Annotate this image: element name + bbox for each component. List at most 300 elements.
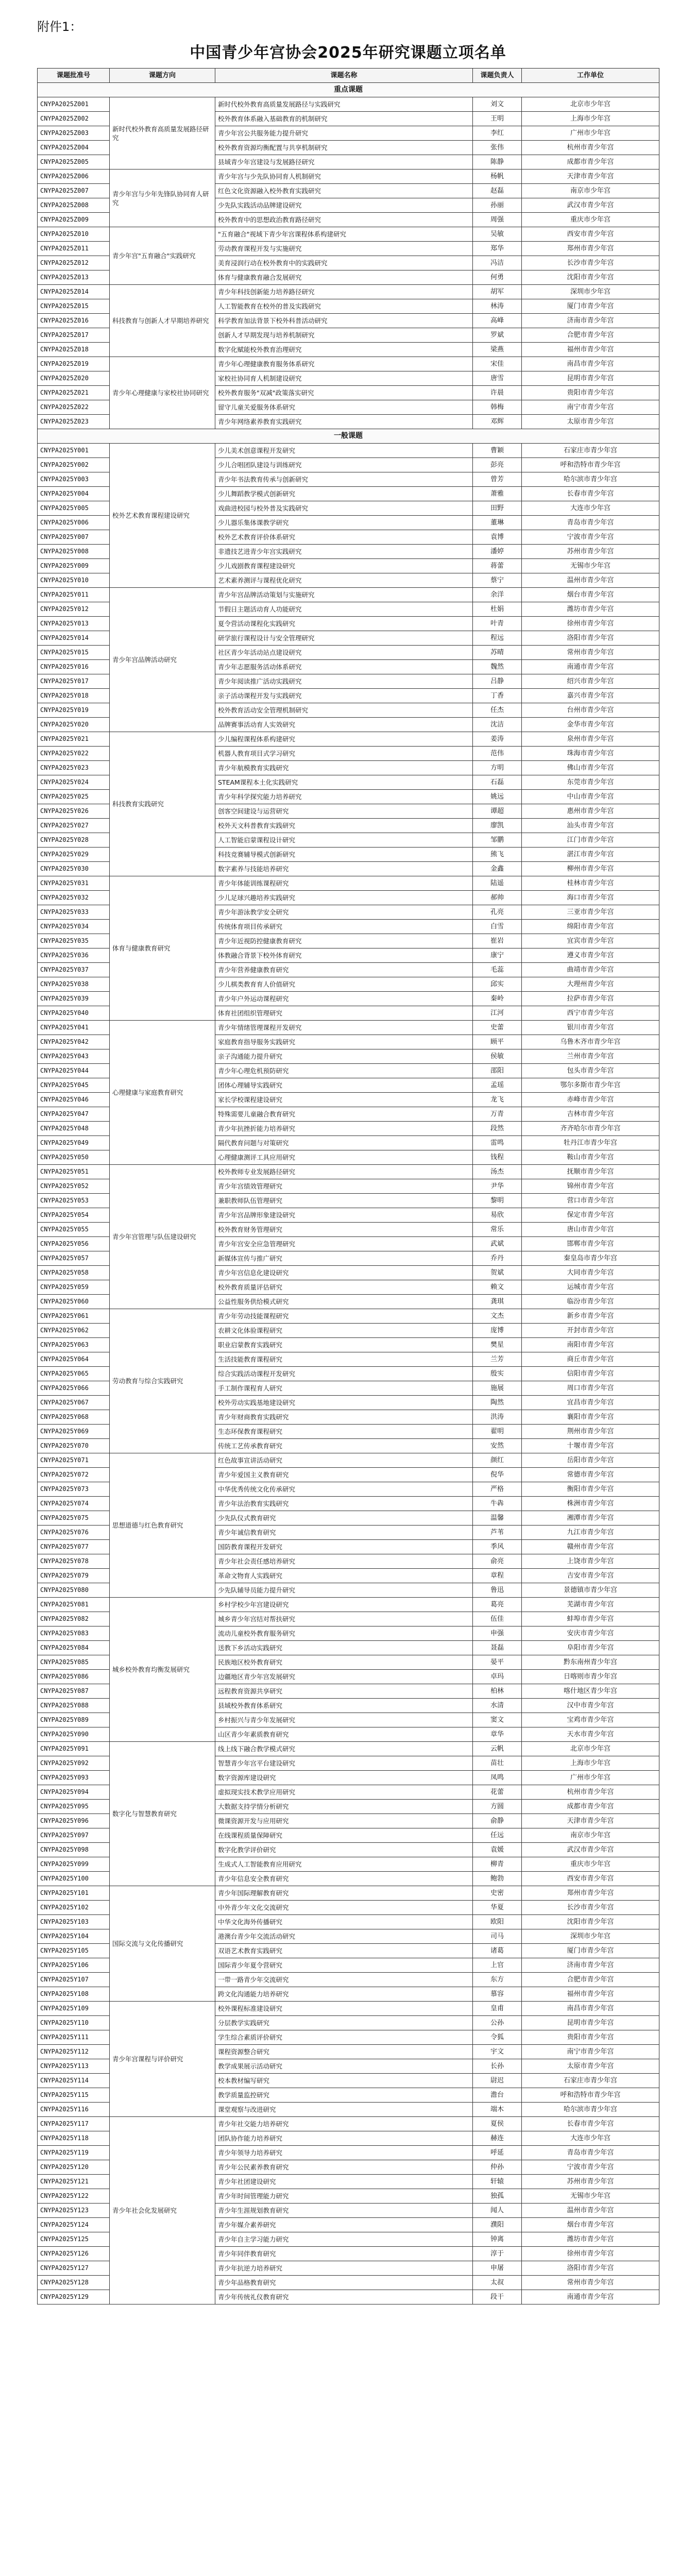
project-name: 流动儿童校外教育服务研究	[215, 1626, 473, 1641]
project-unit: 新乡市青少年宫	[522, 1309, 659, 1324]
project-id: CNYPA2025Y045	[38, 1078, 110, 1093]
project-id: CNYPA2025Y124	[38, 2218, 110, 2232]
project-id: CNYPA2025Y012	[38, 602, 110, 617]
project-unit: 齐齐哈尔市青少年宫	[522, 1122, 659, 1136]
project-unit: 石家庄市青少年宫	[522, 2074, 659, 2088]
project-leader: 邓辉	[473, 415, 522, 429]
project-leader: 龙飞	[473, 1093, 522, 1107]
project-name: 人工智能教育在校外的普及实践研究	[215, 299, 473, 314]
project-name: 青少年抗逆力培养研究	[215, 2261, 473, 2276]
project-id: CNYPA2025Y107	[38, 1973, 110, 1987]
project-leader: 谭超	[473, 804, 522, 819]
project-leader: 季风	[473, 1540, 522, 1554]
project-name: 民族地区校外教育研究	[215, 1655, 473, 1670]
project-id: CNYPA2025Y113	[38, 2059, 110, 2074]
project-direction: 新时代校外教育高质量发展路径研究	[110, 97, 215, 170]
project-leader: 尉迟	[473, 2074, 522, 2088]
project-name: 节假日主题活动育人功能研究	[215, 602, 473, 617]
project-leader: 邹鹏	[473, 833, 522, 848]
project-unit: 温州市青少年宫	[522, 573, 659, 588]
project-id: CNYPA2025Y049	[38, 1136, 110, 1150]
project-leader: 令狐	[473, 2030, 522, 2045]
project-direction: 国际交流与文化传播研究	[110, 1886, 215, 2002]
project-id: CNYPA2025Z005	[38, 155, 110, 170]
project-id: CNYPA2025Y053	[38, 1194, 110, 1208]
project-unit: 重庆市少年宫	[522, 213, 659, 227]
project-name: 跨文化沟通能力培养研究	[215, 1987, 473, 2002]
project-direction: 青少年宫品牌活动研究	[110, 588, 215, 732]
project-leader: 王明	[473, 112, 522, 126]
project-name: 青少年科学探究能力培养研究	[215, 790, 473, 804]
project-unit: 济南市青少年宫	[522, 314, 659, 328]
project-name: 校外教育财务管理研究	[215, 1223, 473, 1237]
project-leader: 翟明	[473, 1425, 522, 1439]
project-leader: 康宁	[473, 948, 522, 963]
project-unit: 惠州市青少年宫	[522, 804, 659, 819]
project-leader: 云帆	[473, 1742, 522, 1756]
project-leader: 倪华	[473, 1468, 522, 1482]
project-id: CNYPA2025Y115	[38, 2088, 110, 2103]
project-id: CNYPA2025Y035	[38, 934, 110, 948]
project-unit: 岳阳市青少年宫	[522, 1453, 659, 1468]
project-id: CNYPA2025Y112	[38, 2045, 110, 2059]
project-name: 青少年财商教育实践研究	[215, 1410, 473, 1425]
project-leader: 毛蕊	[473, 963, 522, 977]
project-unit: 阜阳市青少年宫	[522, 1641, 659, 1655]
table-row	[38, 357, 659, 371]
project-leader: 施展	[473, 1381, 522, 1396]
project-unit: 洛阳市青少年宫	[522, 631, 659, 646]
project-unit: 沈阳市青少年宫	[522, 1915, 659, 1929]
project-id: CNYPA2025Y120	[38, 2160, 110, 2175]
project-unit: 大连市少年宫	[522, 2131, 659, 2146]
project-leader: 顾平	[473, 1035, 522, 1049]
project-leader: 杜娟	[473, 602, 522, 617]
project-name: 课程资源整合研究	[215, 2045, 473, 2059]
project-name: 山区青少年素质教育研究	[215, 1727, 473, 1742]
project-leader: 俞亮	[473, 1554, 522, 1569]
project-leader: 殷实	[473, 1367, 522, 1381]
project-name: 县域青少年宫建设与发展路径研究	[215, 155, 473, 170]
project-leader: 万青	[473, 1107, 522, 1122]
section-header-row	[38, 429, 659, 444]
project-leader: 董琳	[473, 516, 522, 530]
project-id: CNYPA2025Y009	[38, 559, 110, 573]
project-unit: 南京市少年宫	[522, 184, 659, 198]
project-unit: 衡阳市青少年宫	[522, 1482, 659, 1497]
project-name: 青少年宫品牌活动策划与实施研究	[215, 588, 473, 602]
project-name: 少儿编程课程体系构建研究	[215, 732, 473, 747]
project-leader: 柏林	[473, 1684, 522, 1699]
project-unit: 南昌市青少年宫	[522, 2002, 659, 2016]
project-leader: 司马	[473, 1929, 522, 1944]
project-id: CNYPA2025Y001	[38, 444, 110, 458]
project-name: 心理健康测评工具应用研究	[215, 1150, 473, 1165]
project-id: CNYPA2025Y080	[38, 1583, 110, 1598]
project-leader: 田野	[473, 501, 522, 516]
project-unit: 杭州市青少年宫	[522, 1785, 659, 1800]
project-leader: 葛亮	[473, 1598, 522, 1612]
project-unit: 唐山市青少年宫	[522, 1223, 659, 1237]
project-unit: 长春市青少年宫	[522, 487, 659, 501]
project-leader: 鲍勃	[473, 1872, 522, 1886]
project-unit: 邯郸市青少年宫	[522, 1237, 659, 1251]
project-unit: 福州市青少年宫	[522, 1987, 659, 2002]
table-row	[38, 1021, 659, 1035]
project-id: CNYPA2025Y004	[38, 487, 110, 501]
project-unit: 常德市青少年宫	[522, 1468, 659, 1482]
project-unit: 烟台市青少年宫	[522, 588, 659, 602]
project-unit: 汕头市青少年宫	[522, 819, 659, 833]
project-name: 科技竞赛辅导模式创新研究	[215, 848, 473, 862]
project-name: 团队协作能力培养研究	[215, 2131, 473, 2146]
project-name: 红色文化资源融入校外教育实践研究	[215, 184, 473, 198]
project-unit: 鄂尔多斯市青少年宫	[522, 1078, 659, 1093]
project-name: 体育社团组织管理研究	[215, 1006, 473, 1021]
project-name: 校外教育服务"双减"政策落实研究	[215, 386, 473, 400]
project-leader: 呼延	[473, 2146, 522, 2160]
project-name: 青少年宫绩效管理研究	[215, 1179, 473, 1194]
project-leader: 崔岩	[473, 934, 522, 948]
project-name: 校外教育中的思想政治教育路径研究	[215, 213, 473, 227]
project-leader: 陈静	[473, 155, 522, 170]
project-id: CNYPA2025Y059	[38, 1280, 110, 1295]
project-unit: 深圳市少年宫	[522, 285, 659, 299]
section-label: 重点课题	[38, 83, 659, 97]
table-body	[38, 83, 659, 2304]
project-direction: 青少年心理健康与家校社协同研究	[110, 357, 215, 429]
project-unit: 运城市青少年宫	[522, 1280, 659, 1295]
project-unit: 曲靖市青少年宫	[522, 963, 659, 977]
project-unit: 喀什地区青少年宫	[522, 1684, 659, 1699]
project-leader: 任远	[473, 1828, 522, 1843]
project-unit: 南昌市青少年宫	[522, 357, 659, 371]
project-leader: 龚琪	[473, 1295, 522, 1309]
project-leader: 叶青	[473, 617, 522, 631]
project-name: 教学成果展示活动研究	[215, 2059, 473, 2074]
project-leader: 周强	[473, 213, 522, 227]
project-leader: 欧阳	[473, 1915, 522, 1929]
project-id: CNYPA2025Y068	[38, 1410, 110, 1425]
project-unit: 贵阳市青少年宫	[522, 386, 659, 400]
project-id: CNYPA2025Y050	[38, 1150, 110, 1165]
project-leader: 章华	[473, 1727, 522, 1742]
project-id: CNYPA2025Z017	[38, 328, 110, 343]
project-leader: 任杰	[473, 703, 522, 718]
project-name: 课堂观察与改进研究	[215, 2103, 473, 2117]
project-unit: 大同市青少年宫	[522, 1266, 659, 1280]
project-leader: 史蕾	[473, 1021, 522, 1035]
project-name: 青少年营养健康教育研究	[215, 963, 473, 977]
project-id: CNYPA2025Y084	[38, 1641, 110, 1655]
project-leader: 刘文	[473, 97, 522, 112]
project-leader: 温馨	[473, 1511, 522, 1526]
project-leader: 高峰	[473, 314, 522, 328]
project-unit: 遵义市青少年宫	[522, 948, 659, 963]
project-unit: 苏州市青少年宫	[522, 545, 659, 559]
project-id: CNYPA2025Y057	[38, 1251, 110, 1266]
project-id: CNYPA2025Y034	[38, 920, 110, 934]
project-unit: 福州市青少年宫	[522, 343, 659, 357]
project-unit: 湘潭市青少年宫	[522, 1511, 659, 1526]
table-row	[38, 1742, 659, 1756]
project-name: 青少年宫品牌形象建设研究	[215, 1208, 473, 1223]
project-unit: 湛江市青少年宫	[522, 848, 659, 862]
project-leader: 章程	[473, 1569, 522, 1583]
project-unit: 常州市青少年宫	[522, 646, 659, 660]
project-unit: 无锡市少年宫	[522, 2189, 659, 2204]
project-leader: 樊星	[473, 1338, 522, 1352]
project-name: 美育浸润行动在校外教育中的实践研究	[215, 256, 473, 270]
project-unit: 徐州市青少年宫	[522, 2247, 659, 2261]
project-unit: 宜宾市青少年宫	[522, 934, 659, 948]
project-id: CNYPA2025Y071	[38, 1453, 110, 1468]
project-id: CNYPA2025Y029	[38, 848, 110, 862]
project-name: 送教下乡活动实践研究	[215, 1641, 473, 1655]
project-id: CNYPA2025Y044	[38, 1064, 110, 1078]
project-unit: 泉州市青少年宫	[522, 732, 659, 747]
project-id: CNYPA2025Z011	[38, 242, 110, 256]
project-direction: 青少年社会化发展研究	[110, 2117, 215, 2304]
project-name: 劳动教育课程开发与实施研究	[215, 242, 473, 256]
project-unit: 北京市少年宫	[522, 1742, 659, 1756]
project-leader: 公孙	[473, 2016, 522, 2030]
project-id: CNYPA2025Y051	[38, 1165, 110, 1179]
project-id: CNYPA2025Y079	[38, 1569, 110, 1583]
project-name: 传统工艺传承教育研究	[215, 1439, 473, 1453]
project-unit: 吉安市青少年宫	[522, 1569, 659, 1583]
project-name: 国防教育课程开发研究	[215, 1540, 473, 1554]
project-direction: 校外艺术教育课程建设研究	[110, 444, 215, 588]
project-leader: 邱实	[473, 977, 522, 992]
project-name: 青少年国际理解教育研究	[215, 1886, 473, 1901]
project-id: CNYPA2025Y076	[38, 1526, 110, 1540]
project-id: CNYPA2025Y102	[38, 1901, 110, 1915]
project-unit: 哈尔滨市青少年宫	[522, 2103, 659, 2117]
project-leader: 史密	[473, 1886, 522, 1901]
project-unit: 昆明市青少年宫	[522, 2016, 659, 2030]
project-name: 留守儿童关爱服务体系研究	[215, 400, 473, 415]
project-id: CNYPA2025Y046	[38, 1093, 110, 1107]
table-row	[38, 1165, 659, 1179]
project-id: CNYPA2025Y021	[38, 732, 110, 747]
project-unit: 三亚市青少年宫	[522, 905, 659, 920]
project-unit: 太原市青少年宫	[522, 2059, 659, 2074]
project-unit: 南通市青少年宫	[522, 2290, 659, 2304]
project-direction: 劳动教育与综合实践研究	[110, 1309, 215, 1453]
project-unit: 厦门市青少年宫	[522, 1944, 659, 1958]
project-unit: 宝鸡市青少年宫	[522, 1713, 659, 1727]
project-id: CNYPA2025Y103	[38, 1915, 110, 1929]
project-name: 校外教育资源均衡配置与共享机制研究	[215, 141, 473, 155]
project-id: CNYPA2025Z003	[38, 126, 110, 141]
project-id: CNYPA2025Y096	[38, 1814, 110, 1828]
project-id: CNYPA2025Y070	[38, 1439, 110, 1453]
project-name: 少儿美术创意课程开发研究	[215, 444, 473, 458]
project-name: 青少年媒介素养研究	[215, 2218, 473, 2232]
project-name: 综合实践活动课程开发研究	[215, 1367, 473, 1381]
project-name: 夏令营活动课程化实践研究	[215, 617, 473, 631]
project-name: 机器人教育项目式学习研究	[215, 747, 473, 761]
table-row	[38, 2002, 659, 2016]
project-leader: 诸葛	[473, 1944, 522, 1958]
project-leader: 彭亮	[473, 458, 522, 472]
project-leader: 卓玛	[473, 1670, 522, 1684]
project-leader: 黎明	[473, 1194, 522, 1208]
project-leader: 颜红	[473, 1453, 522, 1468]
project-id: CNYPA2025Y081	[38, 1598, 110, 1612]
project-unit: 保定市青少年宫	[522, 1208, 659, 1223]
project-name: 校外天文科普教育实践研究	[215, 819, 473, 833]
project-name: 教学质量监控研究	[215, 2088, 473, 2103]
project-leader: 张伟	[473, 141, 522, 155]
project-leader: 何勇	[473, 270, 522, 285]
project-unit: 襄阳市青少年宫	[522, 1410, 659, 1425]
section-label: 一般课题	[38, 429, 659, 444]
project-id: CNYPA2025Z004	[38, 141, 110, 155]
project-name: 大数据支持学情分析研究	[215, 1800, 473, 1814]
project-name: 生成式人工智能教育应用研究	[215, 1857, 473, 1872]
project-name: 品牌赛事活动育人实效研究	[215, 718, 473, 732]
project-unit: 烟台市青少年宫	[522, 2218, 659, 2232]
project-leader: 太叔	[473, 2276, 522, 2290]
project-id: CNYPA2025Z020	[38, 371, 110, 386]
project-name: 少儿足球兴趣培养实践研究	[215, 891, 473, 905]
project-unit: 东莞市青少年宫	[522, 775, 659, 790]
project-id: CNYPA2025Y069	[38, 1425, 110, 1439]
project-leader: 贺斌	[473, 1266, 522, 1280]
project-name: 青少年时间管理能力研究	[215, 2189, 473, 2204]
project-unit: 南京市少年宫	[522, 1828, 659, 1843]
project-id: CNYPA2025Z021	[38, 386, 110, 400]
project-name: 创客空间建设与运营研究	[215, 804, 473, 819]
project-unit: 宁波市青少年宫	[522, 2160, 659, 2175]
project-leader: 金鑫	[473, 862, 522, 876]
project-id: CNYPA2025Z010	[38, 227, 110, 242]
project-unit: 武汉市青少年宫	[522, 1843, 659, 1857]
project-id: CNYPA2025Y106	[38, 1958, 110, 1973]
project-id: CNYPA2025Z018	[38, 343, 110, 357]
project-name: 中外青少年文化交流研究	[215, 1901, 473, 1915]
project-leader: 姜涛	[473, 732, 522, 747]
project-unit: 天津市青少年宫	[522, 1814, 659, 1828]
project-name: 亲子活动课程开发与实践研究	[215, 689, 473, 703]
project-name: 乡村学校少年宫建设研究	[215, 1598, 473, 1612]
project-leader: 慕容	[473, 1987, 522, 2002]
project-name: 青少年阅读推广活动实践研究	[215, 674, 473, 689]
project-leader: 孟瑶	[473, 1078, 522, 1093]
project-leader: 廖凯	[473, 819, 522, 833]
project-unit: 宜昌市青少年宫	[522, 1396, 659, 1410]
project-unit: 温州市青少年宫	[522, 2204, 659, 2218]
project-unit: 宁波市青少年宫	[522, 530, 659, 545]
project-leader: 吴敏	[473, 227, 522, 242]
project-unit: 南通市青少年宫	[522, 660, 659, 674]
project-id: CNYPA2025Y077	[38, 1540, 110, 1554]
project-direction: 体育与健康教育研究	[110, 876, 215, 1021]
project-leader: 赵磊	[473, 184, 522, 198]
project-id: CNYPA2025Y039	[38, 992, 110, 1006]
project-name: 公益性服务供给模式研究	[215, 1295, 473, 1309]
project-unit: 台州市青少年宫	[522, 703, 659, 718]
project-unit: 十堰市青少年宫	[522, 1439, 659, 1453]
project-leader: 袁媛	[473, 1843, 522, 1857]
project-leader: 苗壮	[473, 1756, 522, 1771]
project-leader: 宇文	[473, 2045, 522, 2059]
table-row	[38, 227, 659, 242]
project-direction: 数字化与智慧教育研究	[110, 1742, 215, 1886]
project-id: CNYPA2025Z022	[38, 400, 110, 415]
project-leader: 韩梅	[473, 400, 522, 415]
project-id: CNYPA2025Y033	[38, 905, 110, 920]
project-id: CNYPA2025Y118	[38, 2131, 110, 2146]
project-id: CNYPA2025Y052	[38, 1179, 110, 1194]
project-name: 职业启蒙教育实践研究	[215, 1338, 473, 1352]
project-leader: 钱程	[473, 1150, 522, 1165]
project-unit: 石家庄市青少年宫	[522, 444, 659, 458]
project-id: CNYPA2025Z013	[38, 270, 110, 285]
project-leader: 兰芳	[473, 1352, 522, 1367]
project-unit: 南宁市青少年宫	[522, 2045, 659, 2059]
project-leader: 俞静	[473, 1814, 522, 1828]
project-direction: 科技教育实践研究	[110, 732, 215, 876]
project-id: CNYPA2025Y119	[38, 2146, 110, 2160]
project-name: 青少年社会责任感培养研究	[215, 1554, 473, 1569]
project-name: 少先队实践活动品牌建设研究	[215, 198, 473, 213]
project-unit: 南宁市青少年宫	[522, 400, 659, 415]
project-id: CNYPA2025Y109	[38, 2002, 110, 2016]
project-id: CNYPA2025Y016	[38, 660, 110, 674]
project-leader: 晏平	[473, 1655, 522, 1670]
project-name: 生态环保教育课程研究	[215, 1425, 473, 1439]
project-name: 双语艺术教育实践研究	[215, 1944, 473, 1958]
project-id: CNYPA2025Y073	[38, 1482, 110, 1497]
project-unit: 西安市青少年宫	[522, 1872, 659, 1886]
project-id: CNYPA2025Y056	[38, 1237, 110, 1251]
project-unit: 赤峰市青少年宫	[522, 1093, 659, 1107]
project-name: 港澳台青少年交流活动研究	[215, 1929, 473, 1944]
project-name: 青少年公民素养教育研究	[215, 2160, 473, 2175]
project-unit: 乌鲁木齐市青少年宫	[522, 1035, 659, 1049]
project-name: 校外劳动实践基地建设研究	[215, 1396, 473, 1410]
project-unit: 九江市青少年宫	[522, 1526, 659, 1540]
project-unit: 海口市青少年宫	[522, 891, 659, 905]
project-leader: 东方	[473, 1973, 522, 1987]
project-id: CNYPA2025Y082	[38, 1612, 110, 1626]
project-direction: 青少年宫"五育融合"实践研究	[110, 227, 215, 285]
project-id: CNYPA2025Y042	[38, 1035, 110, 1049]
project-leader: 胡军	[473, 285, 522, 299]
project-name: 学生综合素质评价研究	[215, 2030, 473, 2045]
project-id: CNYPA2025Y122	[38, 2189, 110, 2204]
project-unit: 苏州市青少年宫	[522, 2175, 659, 2189]
project-name: 微课资源开发与应用研究	[215, 1814, 473, 1828]
project-leader: 石磊	[473, 775, 522, 790]
table-row	[38, 285, 659, 299]
project-unit: 深圳市少年宫	[522, 1929, 659, 1944]
project-leader: 郝帅	[473, 891, 522, 905]
project-unit: 周口市青少年宫	[522, 1381, 659, 1396]
project-leader: 魏然	[473, 660, 522, 674]
project-id: CNYPA2025Y097	[38, 1828, 110, 1843]
table-row	[38, 876, 659, 891]
project-leader: 侯敏	[473, 1049, 522, 1064]
project-direction: 青少年宫课程与评价研究	[110, 2002, 215, 2117]
project-unit: 兰州市青少年宫	[522, 1049, 659, 1064]
project-leader: 曾芳	[473, 472, 522, 487]
project-name: 创新人才早期发现与培养机制研究	[215, 328, 473, 343]
project-unit: 上海市少年宫	[522, 1756, 659, 1771]
